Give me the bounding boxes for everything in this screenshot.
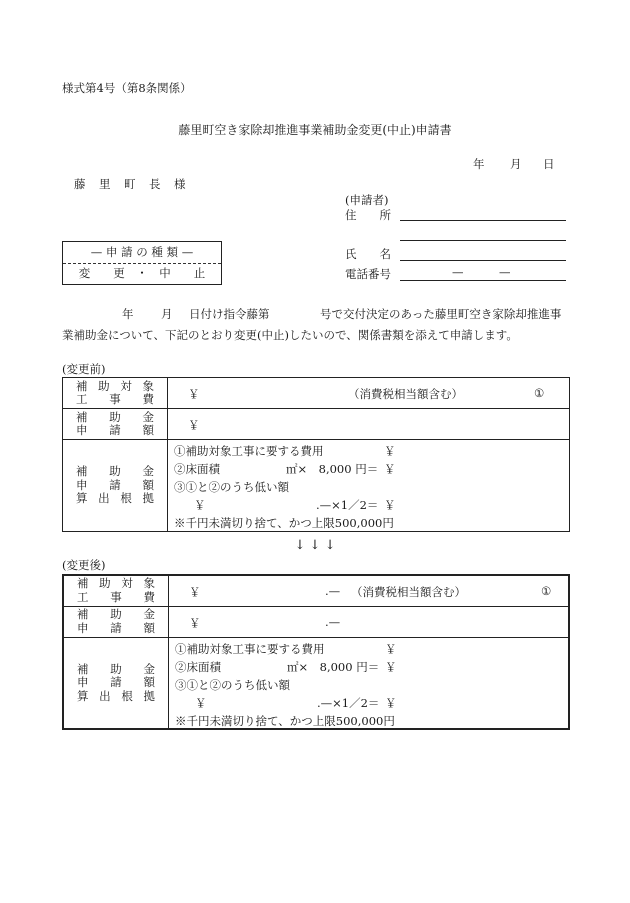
calc-note: ※千円未満切り捨て、かつ上限500,000円 — [174, 516, 394, 530]
address-field[interactable] — [400, 220, 566, 221]
date-year-label: 年 — [473, 157, 485, 171]
calc-line-2a: ②床面積 — [174, 462, 220, 476]
body-directive: 日付け指令藤第 — [189, 307, 270, 321]
after-heading: (変更後) — [62, 558, 106, 572]
yen-sign: ￥ — [194, 498, 206, 512]
yen-sign: ￥ — [385, 641, 397, 656]
date-month-label: 月 — [510, 157, 522, 171]
after-subsidy-label: 補助金 申請額 — [63, 606, 169, 637]
after-cost-label: 補助対象 工事費 — [63, 575, 169, 606]
before-basis-label: 補助金 申請額 算出根拠 — [63, 440, 168, 532]
calc-line-3: ③①と②のうち低い額 — [174, 480, 289, 494]
circle-one: ① — [534, 386, 545, 400]
after-basis-cell[interactable] — [169, 637, 570, 729]
dash-mark: .— — [325, 584, 341, 598]
after-basis-label: 補助金 申請額 算出根拠 — [63, 637, 169, 729]
name-label: 氏 名 — [345, 247, 391, 261]
before-table — [62, 377, 570, 532]
calc-note: ※千円未満切り捨て、かつ上限500,000円 — [175, 713, 395, 728]
calc-line-4: .—×1／2＝ — [317, 695, 380, 710]
before-cost-label: 補助対象 工事費 — [63, 378, 168, 409]
yen-sign: ￥ — [384, 498, 396, 512]
yen-sign: ￥ — [385, 659, 397, 674]
yen-sign: ￥ — [195, 695, 207, 710]
phone-label: 電話番号 — [345, 267, 391, 281]
tax-note: （消費税相当額含む） — [348, 387, 463, 401]
yen-sign: ￥ — [189, 615, 201, 630]
request-type-options[interactable]: 変 更 ・ 中 止 — [78, 266, 206, 280]
calc-line-1: ①補助対象工事に要する費用 — [175, 641, 325, 656]
address-field-line2[interactable] — [400, 240, 566, 241]
down-arrows: ↓ ↓ ↓ — [294, 538, 336, 553]
document-title: 藤里町空き家除却推進事業補助金変更(中止)申請書 — [178, 123, 452, 137]
calc-line-2a: ②床面積 — [175, 659, 221, 674]
phone-field[interactable] — [400, 280, 566, 281]
yen-sign: ￥ — [188, 418, 200, 432]
calc-line-4: .—×1／2＝ — [316, 498, 379, 512]
body-line2: 業補助金について、下記のとおり変更(中止)したいので、関係書類を添えて申請します。 — [62, 328, 518, 342]
tax-note: （消費税相当額含む） — [351, 585, 466, 599]
before-basis-cell[interactable] — [168, 440, 570, 532]
calc-line-3: ③①と②のうち低い額 — [175, 677, 290, 692]
addressee: 藤 里 町 長 様 — [74, 177, 187, 191]
yen-sign: ￥ — [385, 695, 397, 710]
after-subsidy-cell[interactable] — [169, 606, 570, 637]
request-type-box — [62, 241, 222, 285]
after-table — [62, 574, 570, 730]
form-number: 様式第4号（第8条関係） — [62, 81, 192, 95]
applicant-heading: (申請者) — [345, 193, 389, 207]
dash-mark: .— — [325, 614, 341, 629]
yen-sign: ￥ — [189, 585, 201, 599]
phone-separator-2: — — [499, 265, 511, 279]
yen-sign: ￥ — [188, 387, 200, 401]
before-cost-cell[interactable] — [168, 378, 570, 409]
date-day-label: 日 — [543, 157, 555, 171]
calc-line-2b: ㎡× 8,000 円＝ — [286, 462, 379, 476]
body-month: 月 — [161, 307, 173, 321]
before-heading: (変更前) — [62, 362, 106, 376]
body-year: 年 — [122, 307, 134, 321]
yen-sign: ￥ — [384, 444, 396, 458]
body-line1-rest: 号で交付決定のあった藤里町空き家除却推進事 — [320, 307, 562, 321]
calc-line-2b: ㎡× 8,000 円＝ — [287, 659, 380, 674]
before-subsidy-label: 補助金 申請額 — [63, 409, 168, 440]
name-field[interactable] — [400, 260, 566, 261]
after-cost-cell[interactable] — [169, 575, 570, 606]
before-subsidy-cell[interactable] — [168, 409, 570, 440]
yen-sign: ￥ — [384, 462, 396, 476]
calc-line-1: ①補助対象工事に要する費用 — [174, 444, 324, 458]
circle-one: ① — [541, 584, 552, 598]
address-label: 住 所 — [345, 208, 391, 222]
phone-separator-1: — — [452, 265, 464, 279]
request-type-title: — 申 請 の 種 類 — — [63, 242, 221, 264]
